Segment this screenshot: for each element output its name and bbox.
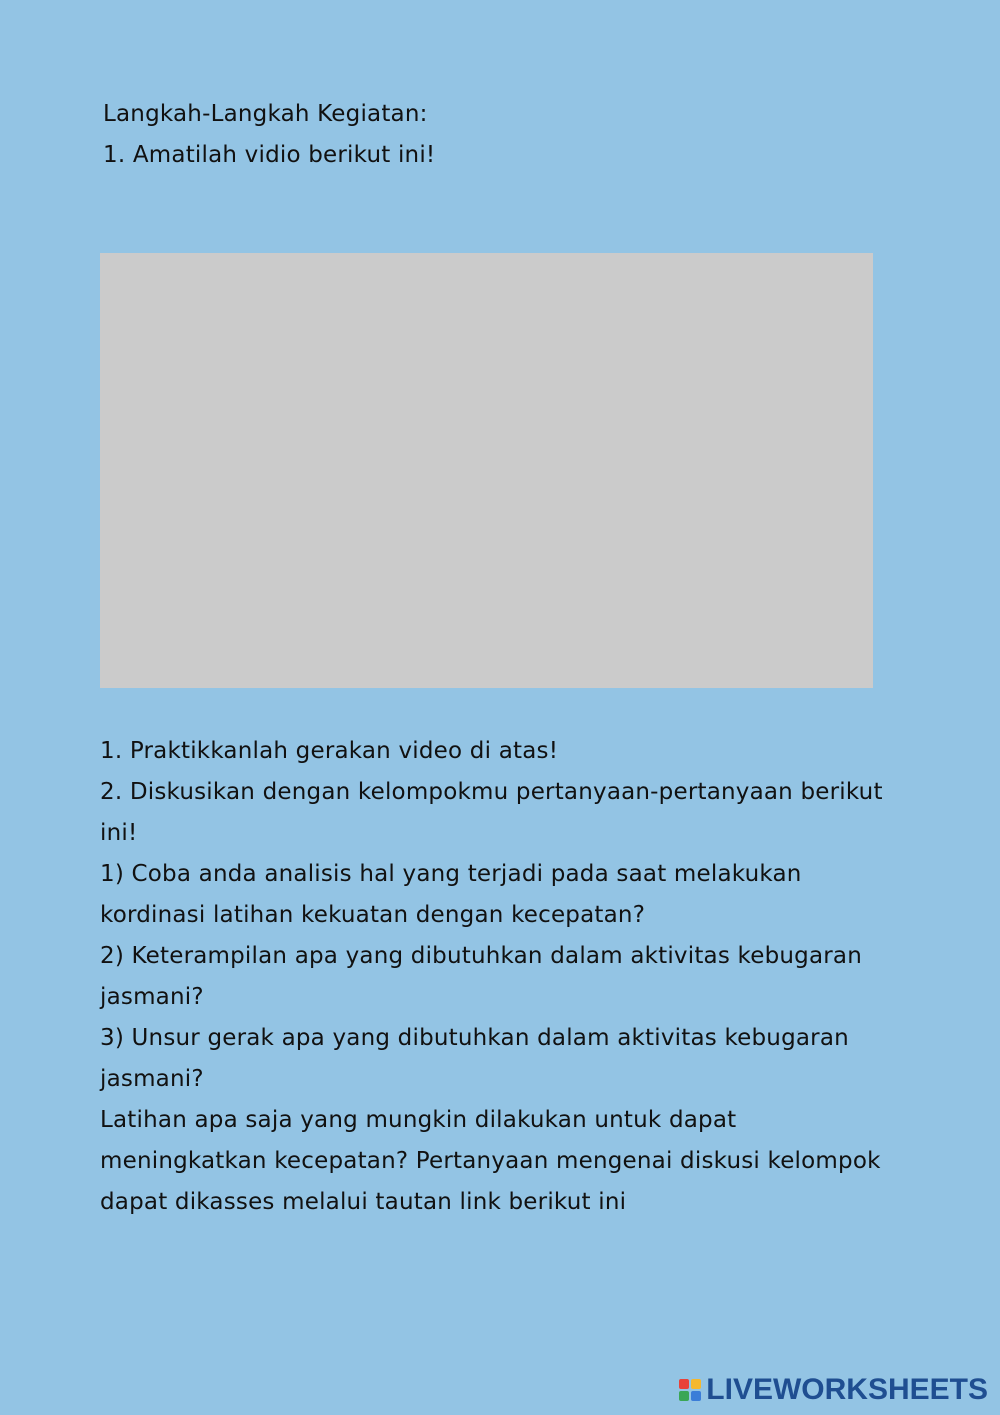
liveworksheets-logo [679, 1373, 988, 1407]
question-line: jasmani? [100, 984, 204, 1010]
logo-square-icon [691, 1391, 701, 1401]
instruction-line: 1. Praktikkanlah gerakan video di atas! [100, 738, 559, 764]
activity-header [103, 94, 903, 176]
question-line: dapat dikasses melalui tautan link berikut ini [100, 1189, 627, 1215]
question-line: meningkatkan kecepatan? Pertanyaan mengenai diskusi kelompok [100, 1148, 881, 1174]
logo-square-icon [691, 1379, 701, 1389]
question-line: Latihan apa saja yang mungkin dilakukan untuk dapat [100, 1107, 737, 1133]
question-line: jasmani? [100, 1066, 204, 1092]
question-line: 1) Coba anda analisis hal yang terjadi pada saat melakukan [100, 861, 802, 887]
logo-square-icon [679, 1391, 689, 1401]
instruction-line: ini! [100, 820, 138, 846]
question-line: 3) Unsur gerak apa yang dibutuhkan dalam aktivitas kebugaran [100, 1025, 849, 1051]
question-line: kordinasi latihan kekuatan dengan kecepatan? [100, 902, 646, 928]
step-observe-video: 1. Amatilah vidio berikut ini! [103, 142, 436, 168]
instructions-block [100, 731, 900, 1223]
activity-title: Langkah-Langkah Kegiatan: [103, 101, 428, 127]
video-placeholder[interactable] [100, 253, 873, 688]
liveworksheets-wordmark: LIVEWORKSHEETS [706, 1373, 988, 1406]
logo-square-icon [679, 1379, 689, 1389]
question-line: 2) Keterampilan apa yang dibutuhkan dalam aktivitas kebugaran [100, 943, 862, 969]
liveworksheets-logo-icon [679, 1379, 701, 1401]
instruction-line: 2. Diskusikan dengan kelompokmu pertanyaan-pertanyaan berikut [100, 779, 883, 805]
